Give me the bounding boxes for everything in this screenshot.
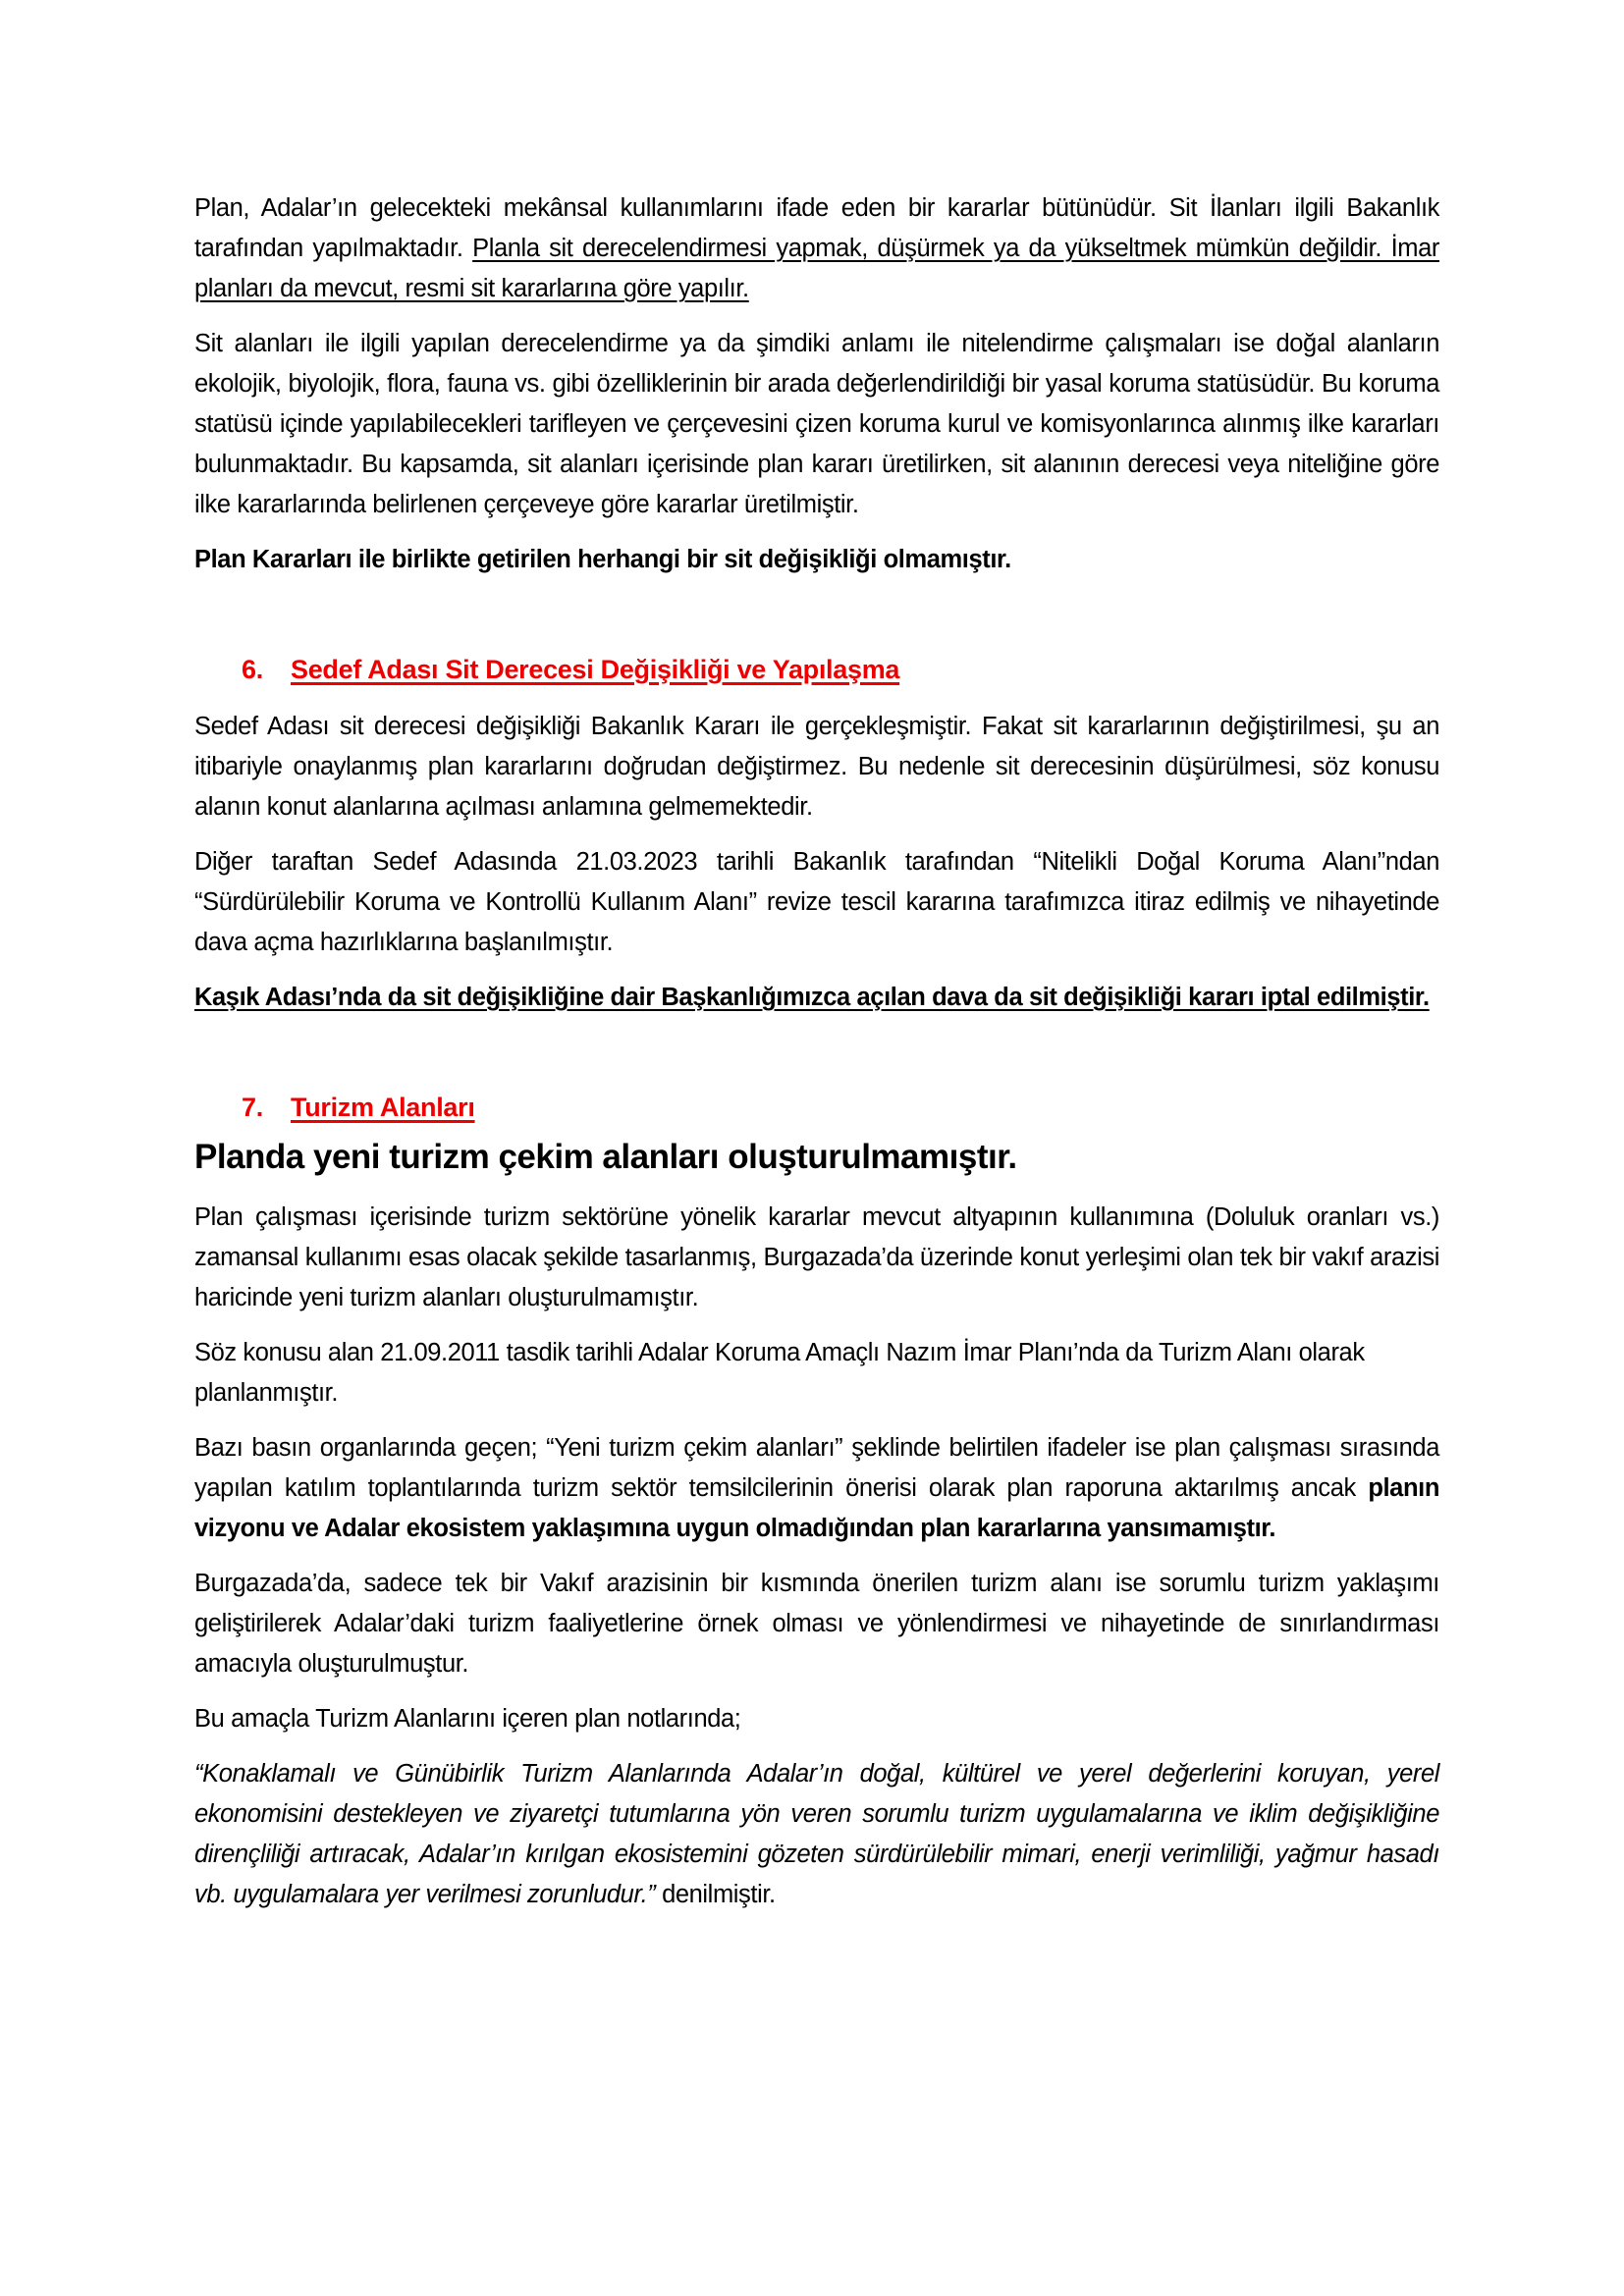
section-7-heading: [194, 1088, 1439, 1127]
intro-paragraph-1: [194, 188, 1439, 309]
section-7-headline: Planda yeni turizm çekim alanları oluşturulmamıştır.: [194, 1138, 1017, 1176]
spacer: [194, 1033, 1439, 1088]
intro-bold-statement: Plan Kararları ile birlikte getirilen herhangi bir sit değişikliği olmamıştır.: [194, 546, 1011, 573]
intro-text: Plan, Adalar’ın gelecekteki mekânsal kullanımlarını ifade eden bir kararlar bütünüdür. Sit İlanları ilgili Bakanlık tarafından yapılmaktadır.: [194, 194, 1439, 262]
section-6-heading: [194, 650, 1439, 689]
section-6-bold-underlined-statement: Kaşık Adası’nda da sit değişikliğine dair Başkanlığımızca açılan dava da sit değişikliği kararı iptal edilmiştir.: [194, 984, 1430, 1011]
section-7-paragraph-2: Söz konusu alan 21.09.2011 tasdik tarihli Adalar Koruma Amaçlı Nazım İmar Planı’nda da Turizm Alanı olarak planlanmıştır.: [194, 1339, 1365, 1407]
section-6-number: 6.: [242, 655, 263, 684]
section-6-title: Sedef Adası Sit Derecesi Değişikliği ve Yapılaşma: [291, 655, 900, 684]
section-7-paragraph-1: Plan çalışması içerisinde turizm sektörüne yönelik kararlar mevcut altyapının kullanımına (Doluluk oranları vs.) zamansal kullanımı esas olacak şekilde tasarlanmış, Burgazada’da üzerinde konut yerleşimi olan tek bir vakıf arazisi haricinde yeni turizm alanları oluşturulmamıştır.: [194, 1203, 1439, 1311]
document-page: [194, 188, 1439, 1930]
intro-underlined-text: Planla sit derecelendirmesi yapmak, düşürmek ya da yükseltmek mümkün değildir. İmar planları da mevcut, resmi sit kararlarına göre yapılır.: [194, 235, 1439, 302]
section-7-number: 7.: [242, 1093, 263, 1122]
intro-paragraph-2: Sit alanları ile ilgili yapılan derecelendirme ya da şimdiki anlamı ile nitelendirme çalışmaları ise doğal alanların ekolojik, biyolojik, flora, fauna vs. gibi özelliklerinin bir arada değerlendirildiği bir yasal koruma statüsüdür. Bu koruma statüsü içinde yapılabilecekleri tarifleyen ve çerçevesini çizen koruma kurul ve komisyonlarınca alınmış ilke kararları bulunmaktadır. Bu kapsamda, sit alanları içerisinde plan kararı üretilirken, sit alanının derecesi veya niteliğine göre ilke kararlarında belirlenen çerçeveye göre kararlar üretilmiştir.: [194, 330, 1439, 518]
section-7-paragraph-3: [194, 1428, 1439, 1549]
spacer: [194, 595, 1439, 650]
section-7-p3-bold-text: planın vizyonu ve Adalar ekosistem yaklaşımına uygun olmadığından plan kararlarına yansımamıştır.: [194, 1474, 1439, 1542]
section-7-title: Turizm Alanları: [291, 1093, 475, 1122]
section-7-paragraph-4: Burgazada’da, sadece tek bir Vakıf arazisinin bir kısmında önerilen turizm alanı ise sorumlu turizm yaklaşımı geliştirilerek Adalar’daki turizm faaliyetlerine örnek olması ve yönlendirmesi ve nihayetinde de sınırlandırması amacıyla oluşturulmuştur.: [194, 1570, 1439, 1678]
plan-notes-quote: “Konaklamalı ve Günübirlik Turizm Alanlarında Adalar’ın doğal, kültürel ve yerel değerlerini koruyan, yerel ekonomisini destekleyen ve ziyaretçi tutumlarına yön veren sorumlu turizm uygulamalarına ve iklim değişikliğine dirençliliği artıracak, Adalar’ın kırılgan ekosistemini gözeten sürdürülebilir mimari, enerji verimliliği, yağmur hasadı vb. uygulamalara yer verilmesi zorunludur.”: [194, 1760, 1439, 1908]
section-7-quote-paragraph: [194, 1754, 1439, 1915]
section-6-paragraph-2: Diğer taraftan Sedef Adasında 21.03.2023 tarihli Bakanlık tarafından “Nitelikli Doğal Koruma Alanı”ndan “Sürdürülebilir Koruma ve Kontrollü Kullanım Alanı” revize tescil kararına tarafımızca itiraz edilmiş ve nihayetinde dava açma hazırlıklarına başlanılmıştır.: [194, 848, 1439, 956]
quote-suffix: denilmiştir.: [655, 1881, 776, 1908]
section-7-paragraph-5: Bu amaçla Turizm Alanlarını içeren plan notlarında;: [194, 1705, 741, 1733]
section-7-p3-text: Bazı basın organlarında geçen; “Yeni turizm çekim alanları” şeklinde belirtilen ifadeler ise plan çalışması sırasında yapılan katılım toplantılarında turizm sektör temsilcilerinin önerisi olarak plan raporuna aktarılmış ancak: [194, 1434, 1439, 1502]
section-6-paragraph-1: Sedef Adası sit derecesi değişikliği Bakanlık Kararı ile gerçekleşmiştir. Fakat sit kararlarının değiştirilmesi, şu an itibariyle onaylanmış plan kararlarını doğrudan değiştirmez. Bu nedenle sit derecesinin düşürülmesi, söz konusu alanın konut alanlarına açılması anlamına gelmemektedir.: [194, 713, 1439, 821]
